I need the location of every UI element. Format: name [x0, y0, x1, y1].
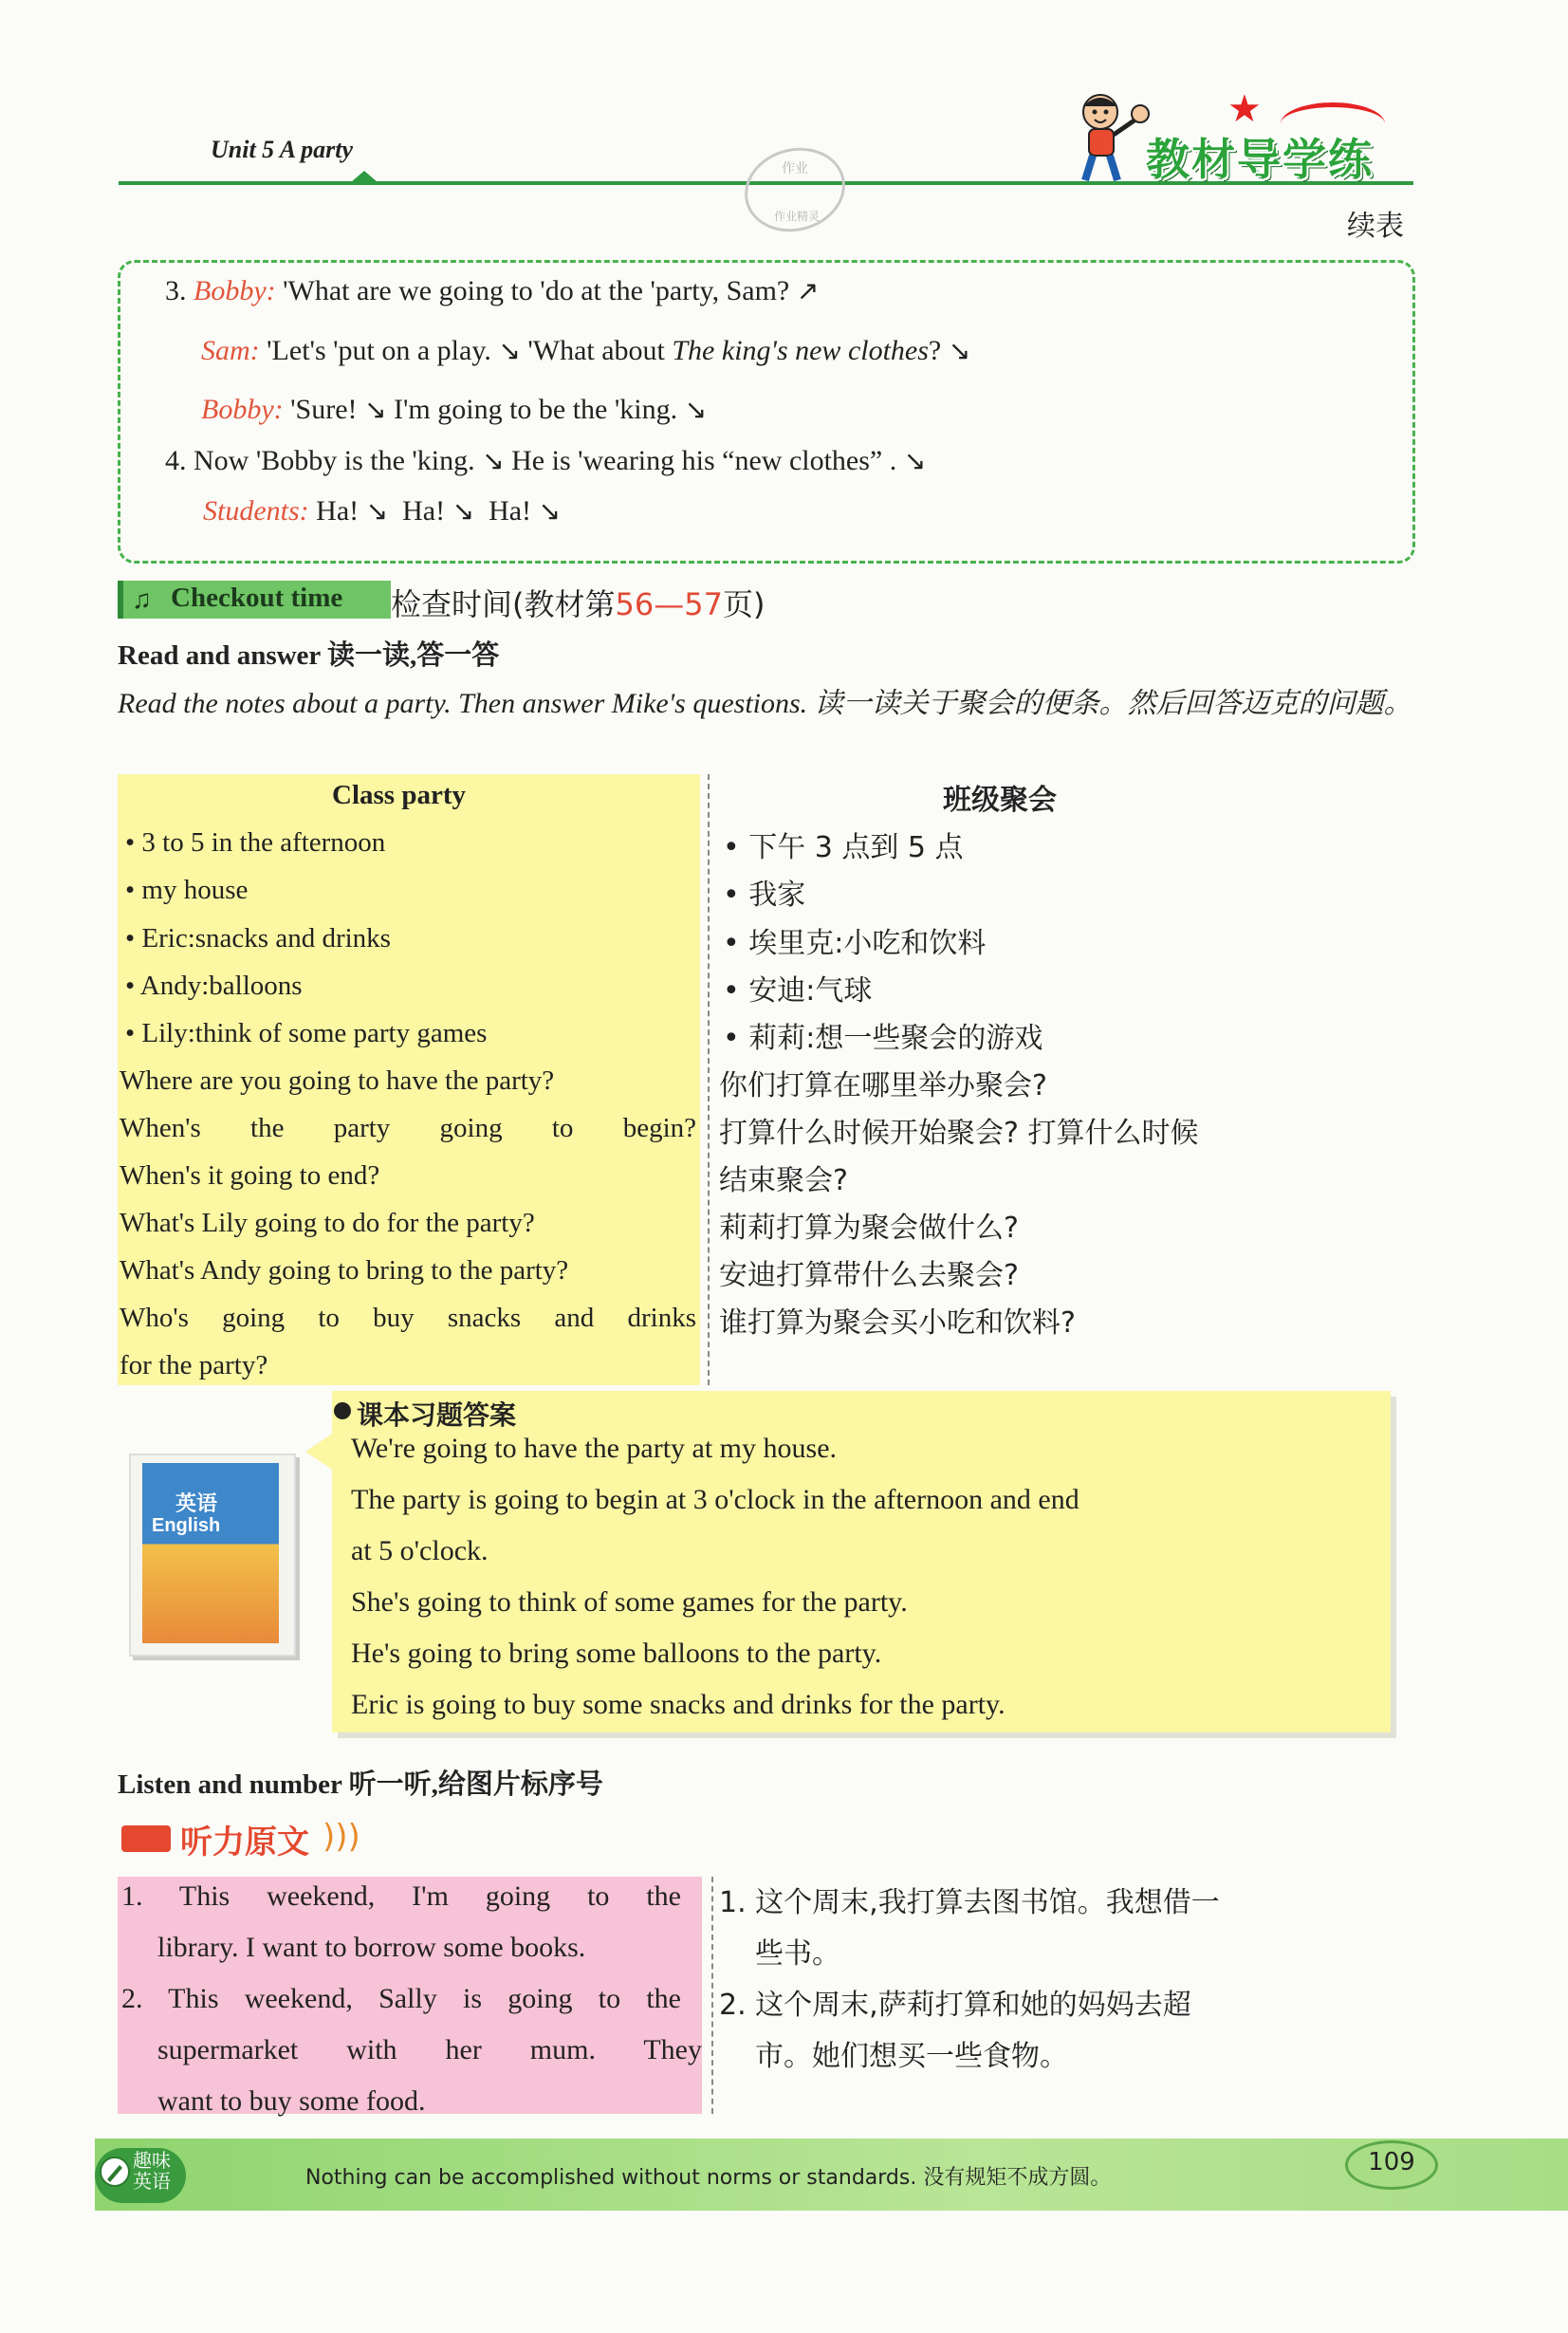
section-title: Checkout time	[171, 583, 343, 613]
question-cn: 安迪打算带什么去聚会?	[719, 1259, 1019, 1292]
dialogue-line-sam: Sam: 'Let's 'put on a play. ↘ 'What about The king's new clothes? ↘	[201, 335, 971, 366]
question: for the party?	[120, 1350, 268, 1380]
pencil-icon	[99, 2156, 131, 2188]
transcript-line: 2. This weekend, Sally is going to the	[121, 1983, 681, 2014]
key-icon	[334, 1402, 351, 1419]
dialogue-line-students: Students: Ha! ↘ Ha! ↘ Ha! ↘	[203, 495, 562, 527]
falling-intonation-icon: ↘	[538, 495, 562, 527]
audio-waves-icon: )))	[323, 1818, 360, 1856]
page-number: 109	[1368, 2148, 1415, 2176]
answer-line: He's going to bring some balloons to the party.	[351, 1638, 882, 1669]
dialogue-line-3: 3. Bobby: 'What are we going to 'do at the 'party, Sam? ↗	[165, 275, 820, 306]
fun-english-label: 趣味 英语	[133, 2149, 171, 2193]
falling-intonation-icon: ↘	[498, 335, 521, 366]
transcript-line: want to buy some food.	[157, 2085, 426, 2117]
speaker: Bobby:	[194, 275, 276, 306]
watermark-stamp-icon	[738, 142, 852, 237]
list-item: • 埃里克:小吃和饮料	[723, 927, 987, 960]
transcript-line: supermarket with her mum. They	[157, 2034, 702, 2065]
transcript-line: library. I want to borrow some books.	[157, 1932, 586, 1963]
speaker: Sam:	[201, 335, 260, 366]
falling-intonation-icon: ↘	[452, 495, 475, 527]
exercise-instruction: Read the notes about a party. Then answer Mike's questions. 读一读关于聚会的便条。然后回答迈克的问题。	[118, 688, 1412, 719]
music-note-icon: ♫	[132, 585, 152, 615]
cassette-icon	[121, 1825, 171, 1852]
transcript-line-cn: 些书。	[755, 1937, 840, 1971]
list-item: • Lily:think of some party games	[125, 1018, 488, 1048]
question-cn: 你们打算在哪里举办聚会?	[719, 1069, 1047, 1102]
textbook-title-cn: 英语	[175, 1492, 218, 1516]
question-cn: 莉莉打算为聚会做什么?	[719, 1212, 1019, 1245]
answer-line: Eric is going to buy some snacks and drinks for the party.	[351, 1689, 1005, 1720]
header-rule-marker	[351, 171, 378, 182]
list-item: • 莉莉:想一些聚会的游戏	[723, 1022, 1043, 1055]
transcript-line-cn: 市。她们想买一些食物。	[755, 2040, 1068, 2073]
exercise-title: Read and answer 读一读,答一答	[118, 640, 500, 671]
answer-line: We're going to have the party at my house.	[351, 1433, 838, 1464]
transcript-line-cn: 2. 这个周末,萨莉打算和她的妈妈去超	[719, 1989, 1191, 2022]
transcript-title: 听力原文	[180, 1824, 309, 1861]
textbook-title-en: English	[152, 1515, 221, 1536]
falling-intonation-icon: ↘	[364, 394, 387, 425]
list-item: • 安迪:气球	[723, 974, 873, 1008]
answers-title: 课本习题答案	[357, 1399, 517, 1431]
list-item: • my house	[125, 875, 249, 905]
list-item: • Eric:snacks and drinks	[125, 923, 391, 954]
column-divider	[708, 774, 710, 1385]
question: When's it going to end?	[120, 1160, 380, 1191]
svg-text:作业: 作业	[782, 161, 808, 176]
notes-heading-cn: 班级聚会	[943, 784, 1057, 817]
list-item: • Andy:balloons	[125, 971, 303, 1001]
question-cn: 谁打算为聚会买小吃和饮料?	[719, 1306, 1076, 1340]
list-item: • 3 to 5 in the afternoon	[125, 827, 386, 858]
speaker: Bobby:	[201, 394, 284, 425]
section-subtitle: 检查时间(教材第56—57页)	[391, 586, 766, 622]
dialogue-line-4: 4. Now 'Bobby is the 'king. ↘ He is 'wearing his “new clothes” . ↘	[165, 445, 927, 476]
answer-line: The party is going to begin at 3 o'clock in the afternoon and end	[351, 1484, 1079, 1515]
continued-label: 续表	[1347, 210, 1404, 243]
answer-line: at 5 o'clock.	[351, 1535, 489, 1566]
unit-title: Unit 5 A party	[211, 136, 354, 163]
speaker: Students:	[203, 495, 309, 527]
falling-intonation-icon: ↘	[482, 445, 505, 476]
question: Who's going to buy snacks and drinks	[120, 1303, 696, 1333]
transcript-line-cn: 1. 这个周末,我打算去图书馆。我想借一	[719, 1886, 1220, 1919]
question-cn: 结束聚会?	[719, 1164, 848, 1197]
falling-intonation-icon: ↘	[365, 495, 389, 527]
question: Where are you going to have the party?	[120, 1065, 555, 1096]
falling-intonation-icon: ↘	[948, 335, 971, 366]
transcript-line: 1. This weekend, I'm going to the	[121, 1880, 681, 1912]
rising-intonation-icon: ↗	[796, 275, 820, 306]
question: When's the party going to begin?	[120, 1113, 696, 1143]
list-item: • 下午 3 点到 5 点	[723, 831, 964, 864]
footer-quote: Nothing can be accomplished without norms or standards. 没有规矩不成方圆。	[305, 2166, 1112, 2190]
svg-text:作业精灵: 作业精灵	[774, 210, 821, 223]
star-icon: ★	[1227, 87, 1262, 131]
column-divider	[711, 1877, 713, 2114]
notes-heading-en: Class party	[332, 780, 466, 810]
speech-bubble-tail	[305, 1433, 334, 1471]
question: What's Andy going to bring to the party?	[120, 1255, 569, 1286]
mascot-boy-icon	[1072, 89, 1152, 184]
dialogue-line-bobby: Bobby: 'Sure! ↘ I'm going to be the 'king. ↘	[201, 394, 708, 425]
falling-intonation-icon: ↘	[684, 394, 708, 425]
exercise-title: Listen and number 听一听,给图片标序号	[118, 1769, 603, 1800]
answer-line: She's going to think of some games for the party.	[351, 1586, 908, 1618]
question-cn: 打算什么时候开始聚会? 打算什么时候	[719, 1117, 1199, 1150]
question: What's Lily going to do for the party?	[120, 1208, 535, 1238]
list-item: • 我家	[723, 879, 806, 912]
falling-intonation-icon: ↘	[903, 445, 927, 476]
brand-logo: 教材导学练	[1146, 134, 1374, 185]
